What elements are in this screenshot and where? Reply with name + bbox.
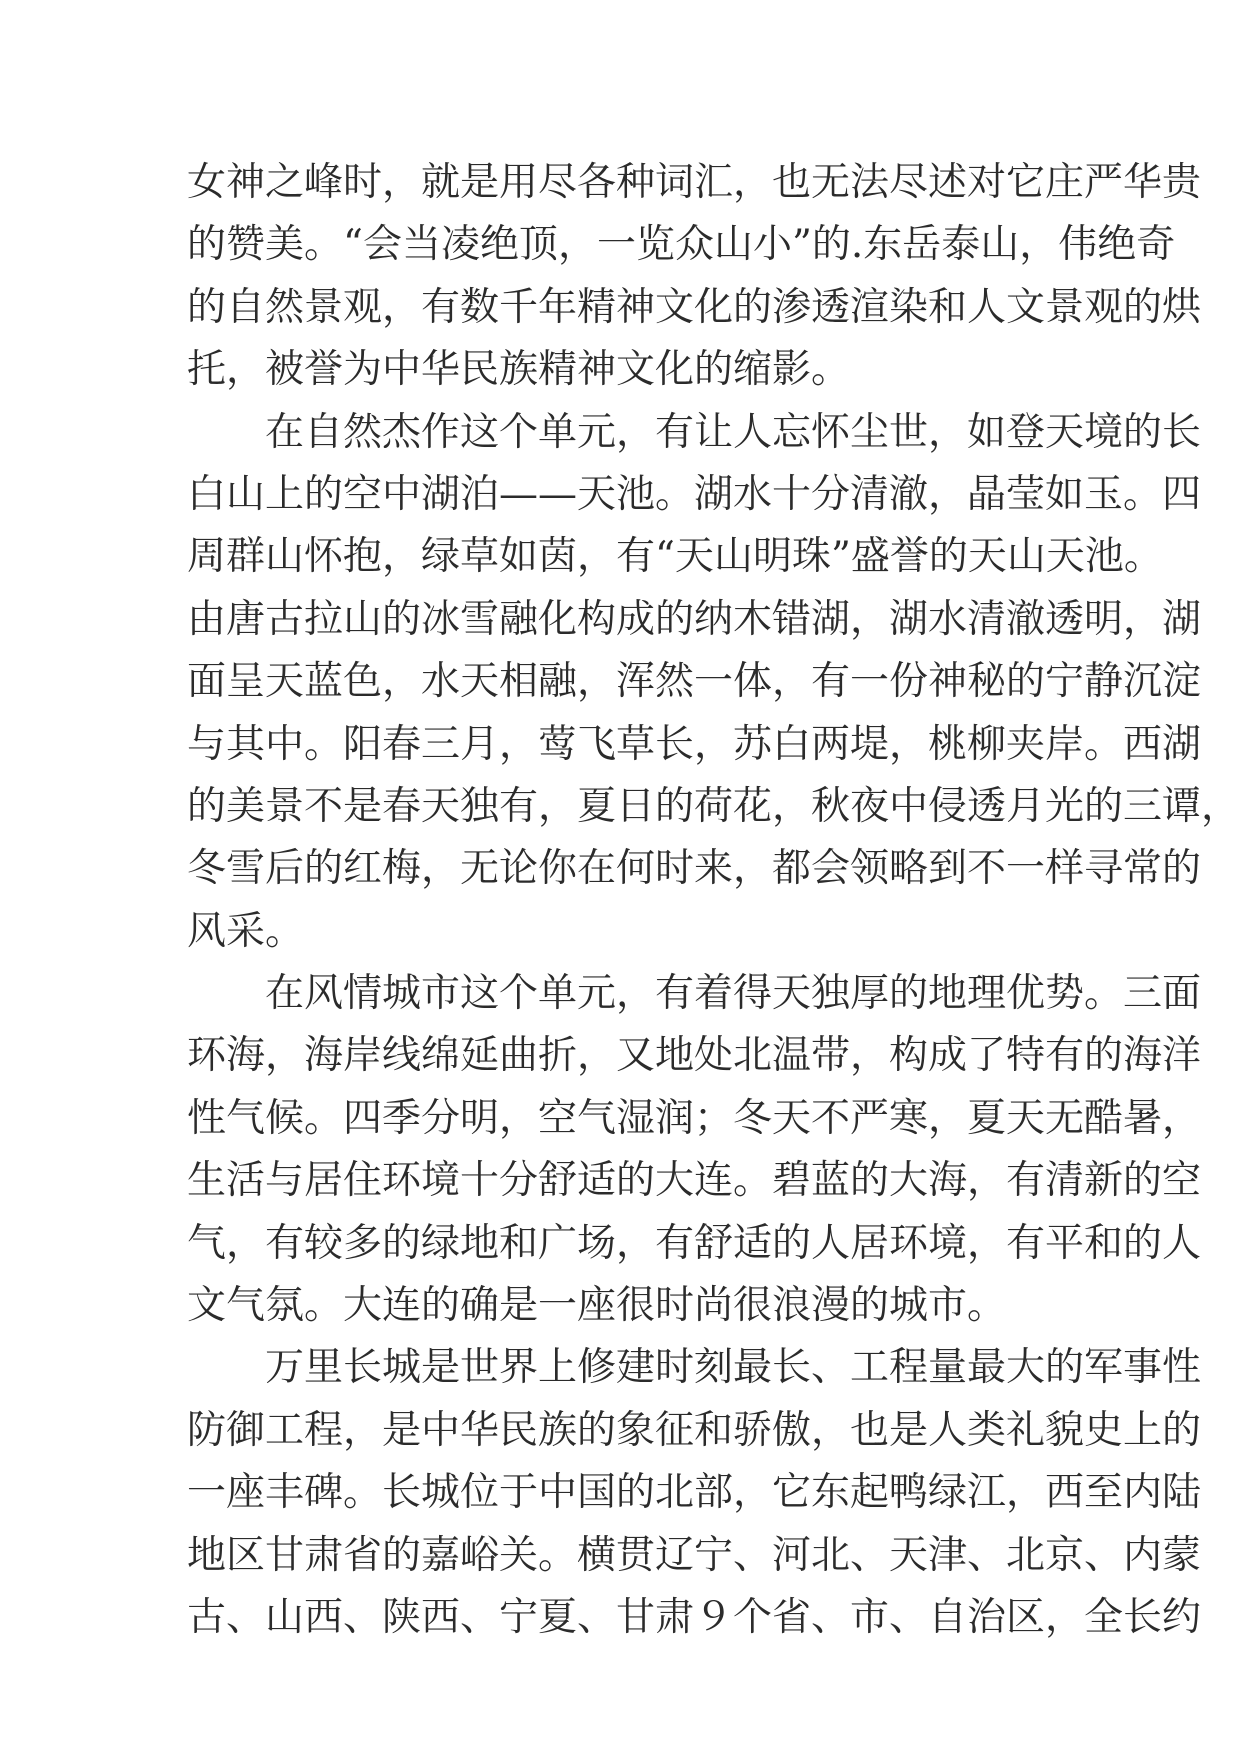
text-line: 的赞美。“会当凌绝顶，一览众山小”的.东岳泰山，伟绝奇 [187, 222, 1176, 268]
text-line: 的美景不是春天独有，夏日的荷花，秋夜中侵透月光的三谭， [187, 783, 1241, 829]
text-line: 风采。 [187, 908, 305, 954]
text-line: 在自然杰作这个单元，有让人忘怀尘世，如登天境的长 [187, 409, 1202, 455]
text-line: 生活与居住环境十分舒适的大连。碧蓝的大海，有清新的空 [187, 1158, 1202, 1204]
body-text [187, 152, 1241, 1649]
text-line: 冬雪后的红梅，无论你在何时来，都会领略到不一样寻常的 [187, 846, 1202, 892]
text-line: 面呈天蓝色，水天相融，浑然一体，有一份神秘的宁静沉淀 [187, 659, 1202, 705]
text-line: 的自然景观，有数千年精神文化的渗透渲染和人文景观的烘 [187, 284, 1202, 330]
text-line: 周群山怀抱，绿草如茵，有“天山明珠”盛誉的天山天池。 [187, 534, 1163, 580]
text-line: 文气氛。大连的确是一座很时尚很浪漫的城市。 [187, 1283, 1007, 1329]
text-line: 与其中。阳春三月，莺飞草长，苏白两堤，桃柳夹岸。西湖 [187, 721, 1202, 767]
text-line: 在风情城市这个单元，有着得天独厚的地理优势。三面 [187, 971, 1202, 1017]
text-line: 性气候。四季分明，空气湿润；冬天不严寒，夏天无酷暑， [187, 1095, 1202, 1141]
text-line: 托，被誉为中华民族精神文化的缩影。 [187, 347, 851, 393]
text-line: 古、山西、陕西、宁夏、甘肃９个省、市、自治区，全长约 [187, 1594, 1202, 1640]
text-line: 气，有较多的绿地和广场，有舒适的人居环境，有平和的人 [187, 1220, 1202, 1266]
text-line: 防御工程，是中华民族的象征和骄傲，也是人类礼貌史上的 [187, 1407, 1202, 1453]
text-line: 地区甘肃省的嘉峪关。横贯辽宁、河北、天津、北京、内蒙 [187, 1532, 1202, 1578]
text-line: 白山上的空中湖泊——天池。湖水十分清澈，晶莹如玉。四 [187, 471, 1202, 517]
text-line: 万里长城是世界上修建时刻最长、工程量最大的军事性 [187, 1345, 1202, 1391]
text-line: 女神之峰时，就是用尽各种词汇，也无法尽述对它庄严华贵 [187, 160, 1202, 205]
text-line: 由唐古拉山的冰雪融化构成的纳木错湖，湖水清澈透明，湖 [187, 596, 1202, 642]
text-line: 环海，海岸线绵延曲折，又地处北温带，构成了特有的海洋 [187, 1033, 1202, 1079]
text-line: 一座丰碑。长城位于中国的北部，它东起鸭绿江，西至内陆 [187, 1470, 1202, 1516]
